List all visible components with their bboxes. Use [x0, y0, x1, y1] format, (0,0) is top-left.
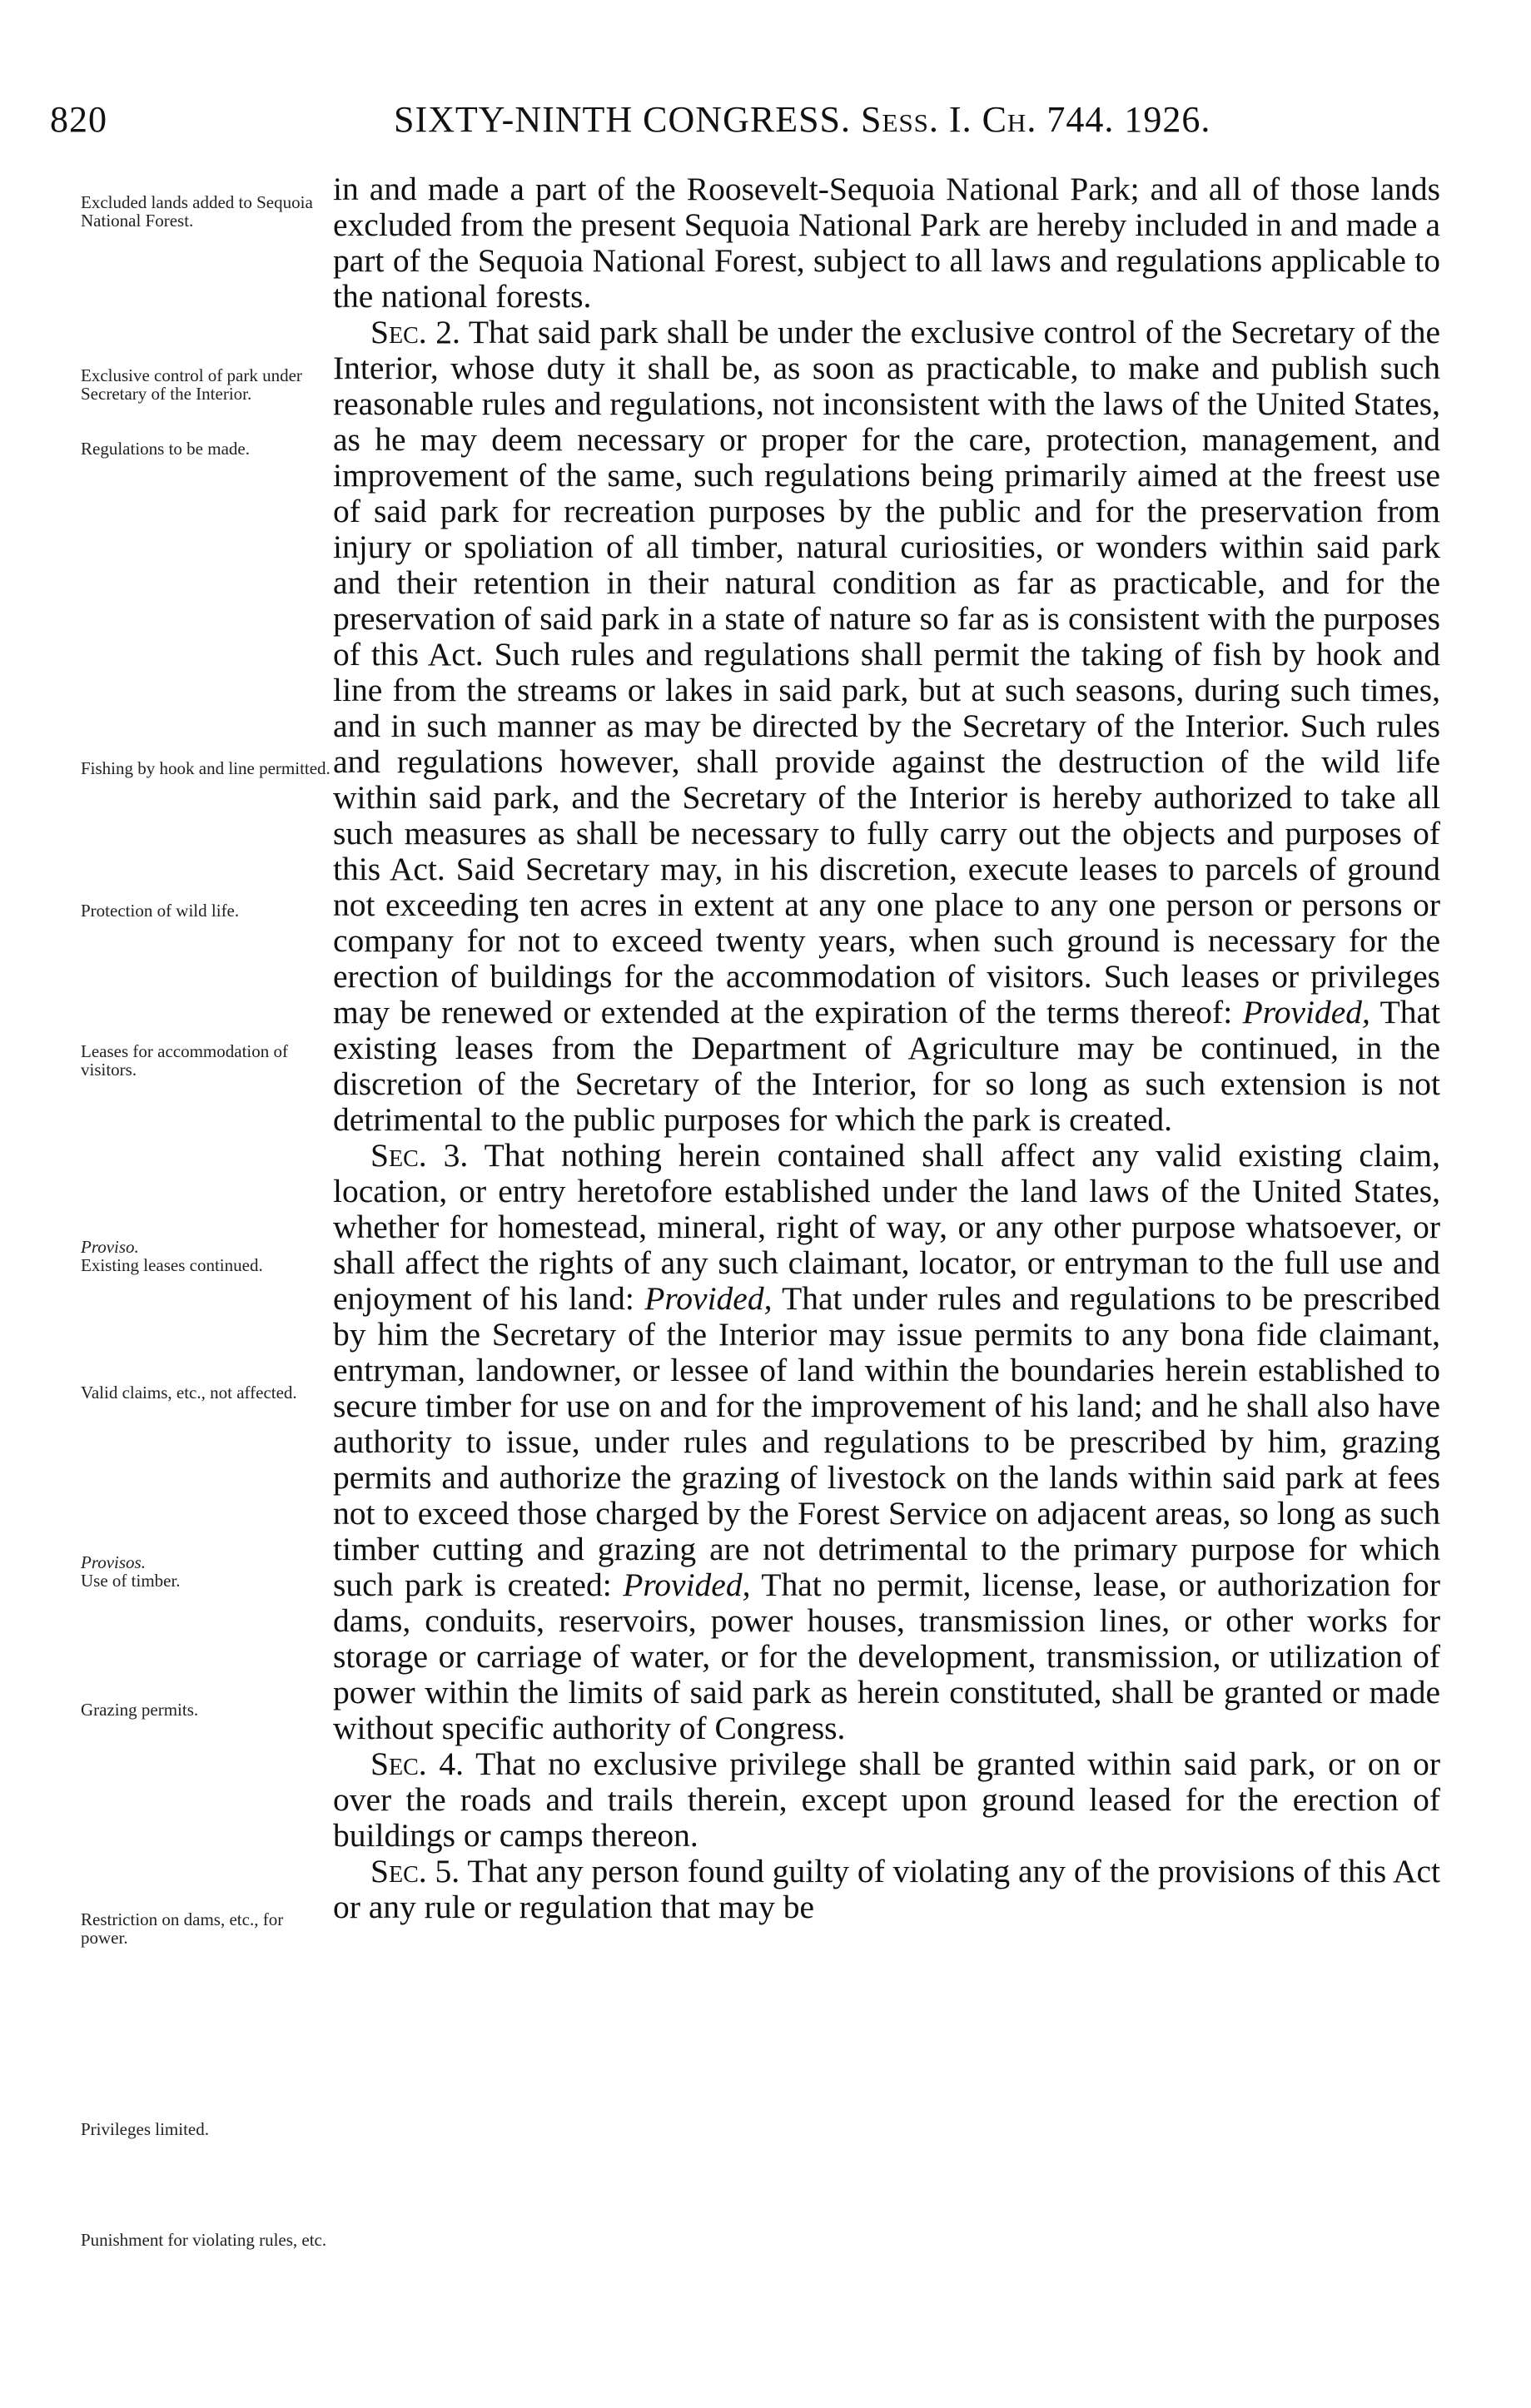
- section-label: Sec. 2.: [370, 314, 460, 350]
- margin-note: Leases for accommodation of visitors.: [81, 1041, 288, 1080]
- margin-note: Regulations to be made.: [81, 439, 250, 459]
- proviso-word: Provided,: [644, 1280, 773, 1317]
- proviso-heading: Proviso.: [81, 1237, 139, 1257]
- margin-note: Provisos. Use of timber.: [81, 1552, 181, 1591]
- section-label: Sec. 4.: [370, 1745, 465, 1782]
- year-label: 1926.: [1124, 99, 1211, 140]
- section-3: Sec. 3. That nothing herein contained shall affect any valid existing claim, location, or entry heretofore established under the land laws of the United States, whether for homestead, mineral, right of way, or any other purpose whatsoever, or shall affect the rights of any such claimant, locator, or entryman to the full use and enjoyment of his land: Provided, That under rules and regulations to be prescribed by him the Secretary of the Interior may issue permits to any bona fide claimant, entryman, landowner, or lessee of land within the boundaries herein established to secure timber for use on and for the improvement of his land; and he shall also have authority to issue, under rules and regulations to be prescribed by him, grazing permits and authorize the grazing of livestock on the lands within said park at fees not to exceed those charged by the Forest Service on adjacent areas, so long as such timber cutting and grazing are not detrimental to the primary purpose for which such park is created: Provided, That no permit, license, lease, or authorization for dams, conduits, reservoirs, power houses, transmission lines, or other works for storage or carriage of water, or for the development, transmission, or utilization of power within the limits of said park as herein constituted, shall be granted or made without specific authority of Congress.: [333, 1137, 1441, 1746]
- section-label: Sec. 5.: [370, 1853, 460, 1889]
- paragraph-continuation: in and made a part of the Roosevelt-Sequoia National Park; and all of those lands excluded from the present Sequoia National Park are hereby included in and made a part of the Sequoia National Forest, subject to all laws and regulations applicable to the national forests.: [333, 171, 1440, 315]
- congress-title: SIXTY-NINTH CONGRESS.: [394, 99, 852, 140]
- section-label: Sec. 3.: [370, 1137, 469, 1174]
- proviso-word: Provided,: [1242, 994, 1370, 1030]
- proviso-word: Provided,: [623, 1566, 751, 1603]
- margin-note: Restriction on dams, etc., for power.: [81, 1909, 284, 1948]
- margin-note: Privileges limited.: [81, 2119, 209, 2139]
- margin-note: Proviso. Existing leases continued.: [81, 1237, 263, 1275]
- chapter-label: Ch. 744.: [982, 99, 1115, 140]
- margin-note: Punishment for violating rules, etc.: [81, 2230, 327, 2250]
- margin-note: Grazing permits.: [81, 1700, 199, 1720]
- section-4: Sec. 4. That no exclusive privilege shall be granted within said park, or on or over the roads and trails therein, except upon ground leased for the erection of buildings or camps thereon.: [333, 1745, 1440, 1854]
- section-5: Sec. 5. That any person found guilty of violating any of the provisions of this Act or any rule or regulation that may be: [333, 1853, 1441, 1925]
- statute-text: [333, 171, 1440, 1925]
- section-2: Sec. 2. That said park shall be under the exclusive control of the Secretary of the Interior, whose duty it shall be, as soon as practicable, to make and publish such reasonable rules and regulations, not inconsistent with the laws of the United States, as he may deem necessary or proper for the care, protection, management, and improvement of the same, such regulations being primarily aimed at the freest use of said park for recreation purposes by the public and for the preservation from injury or spoliation of all timber, natural curiosities, or wonders within said park and their retention in their natural condition as far as practicable, and for the preservation of said park in a state of nature so far as is consistent with the purposes of this Act. Such rules and regulations shall permit the taking of fish by hook and line from the streams or lakes in said park, but at such seasons, during such times, and in such manner as may be directed by the Secretary of the Interior. Such rules and regulations however, shall provide against the destruction of the wild life within said park, and the Secretary of the Interior is hereby authorized to take all such measures as shall be necessary to fully carry out the objects and purposes of this Act. Said Secretary may, in his discretion, execute leases to parcels of ground not exceeding ten acres in extent at any one place to any one person or persons or company for not to exceed twenty years, when such ground is necessary for the erection of buildings for the accommodation of visitors. Such leases or privileges may be renewed or extended at the expiration of the terms thereof: Provided, That existing leases from the Department of Agriculture may be continued, in the discretion of the Secretary of the Interior, for so long as such extension is not detrimental to the public purposes for which the park is created.: [333, 314, 1441, 1138]
- page-number: 820: [50, 99, 107, 140]
- margin-note: Valid claims, etc., not affected.: [81, 1383, 297, 1403]
- margin-note: Protection of wild life.: [81, 901, 240, 921]
- margin-note: Excluded lands added to Sequoia National Forest.: [81, 192, 313, 231]
- margin-note: Exclusive control of park under Secretary of the Interior.: [81, 365, 302, 404]
- proviso-heading: Provisos.: [81, 1552, 146, 1572]
- session-label: Sess. I.: [861, 99, 972, 140]
- running-title: [394, 98, 1210, 141]
- margin-note: Fishing by hook and line permitted.: [81, 758, 331, 778]
- running-header: [50, 98, 1457, 148]
